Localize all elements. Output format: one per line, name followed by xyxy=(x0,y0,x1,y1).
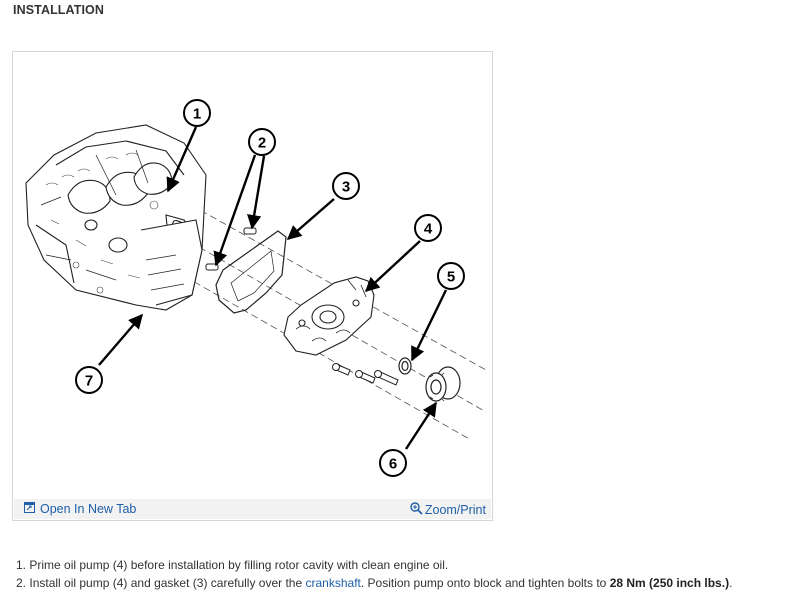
oil-pump-installation-diagram xyxy=(16,55,489,500)
step-text-middle: . Position pump onto block and tighten bolts to xyxy=(360,575,610,590)
open-in-new-tab-label: Open In New Tab xyxy=(40,502,137,516)
step-1 xyxy=(16,557,796,575)
zoom-print-link[interactable] xyxy=(410,502,486,518)
callout-2 xyxy=(249,129,275,155)
crank-sprocket xyxy=(426,367,460,401)
figure-footer xyxy=(14,499,491,519)
svg-text:7: 7 xyxy=(84,372,94,390)
callout-5 xyxy=(438,263,464,289)
installation-steps xyxy=(16,557,796,592)
section-heading: INSTALLATION xyxy=(13,3,105,17)
step-text: Install oil pump (4) and gasket (3) carefully over the xyxy=(29,575,306,590)
svg-text:4: 4 xyxy=(423,220,433,238)
pump-bolts xyxy=(333,364,399,386)
callout-4 xyxy=(415,215,441,241)
svg-text:2: 2 xyxy=(257,134,267,152)
callout-6 xyxy=(380,450,406,476)
svg-text:6: 6 xyxy=(388,455,398,473)
torque-spec: 28 Nm (250 inch lbs.) xyxy=(609,575,730,590)
crankshaft-link[interactable]: crankshaft xyxy=(305,575,361,590)
svg-text:5: 5 xyxy=(446,268,456,286)
step-number: 1. xyxy=(16,558,27,572)
callout-3 xyxy=(333,173,359,199)
oil-pump xyxy=(284,277,374,355)
svg-text:3: 3 xyxy=(341,178,351,196)
step-number: 2. xyxy=(16,575,27,590)
open-in-new-tab-link[interactable] xyxy=(24,502,136,516)
engine-block xyxy=(26,125,206,310)
open-new-tab-icon xyxy=(24,502,35,516)
oil-seal xyxy=(399,358,411,374)
callout-1 xyxy=(184,100,210,126)
svg-text:1: 1 xyxy=(192,105,202,123)
step-2 xyxy=(16,575,796,593)
step-text-end: . xyxy=(729,575,733,590)
callout-7 xyxy=(76,367,102,393)
step-text: Prime oil pump (4) before installation by filling rotor cavity with clean engine oil. xyxy=(29,558,449,572)
zoom-print-label: Zoom/Print xyxy=(424,503,486,517)
figure-card xyxy=(12,51,493,521)
magnifier-icon xyxy=(410,502,423,518)
